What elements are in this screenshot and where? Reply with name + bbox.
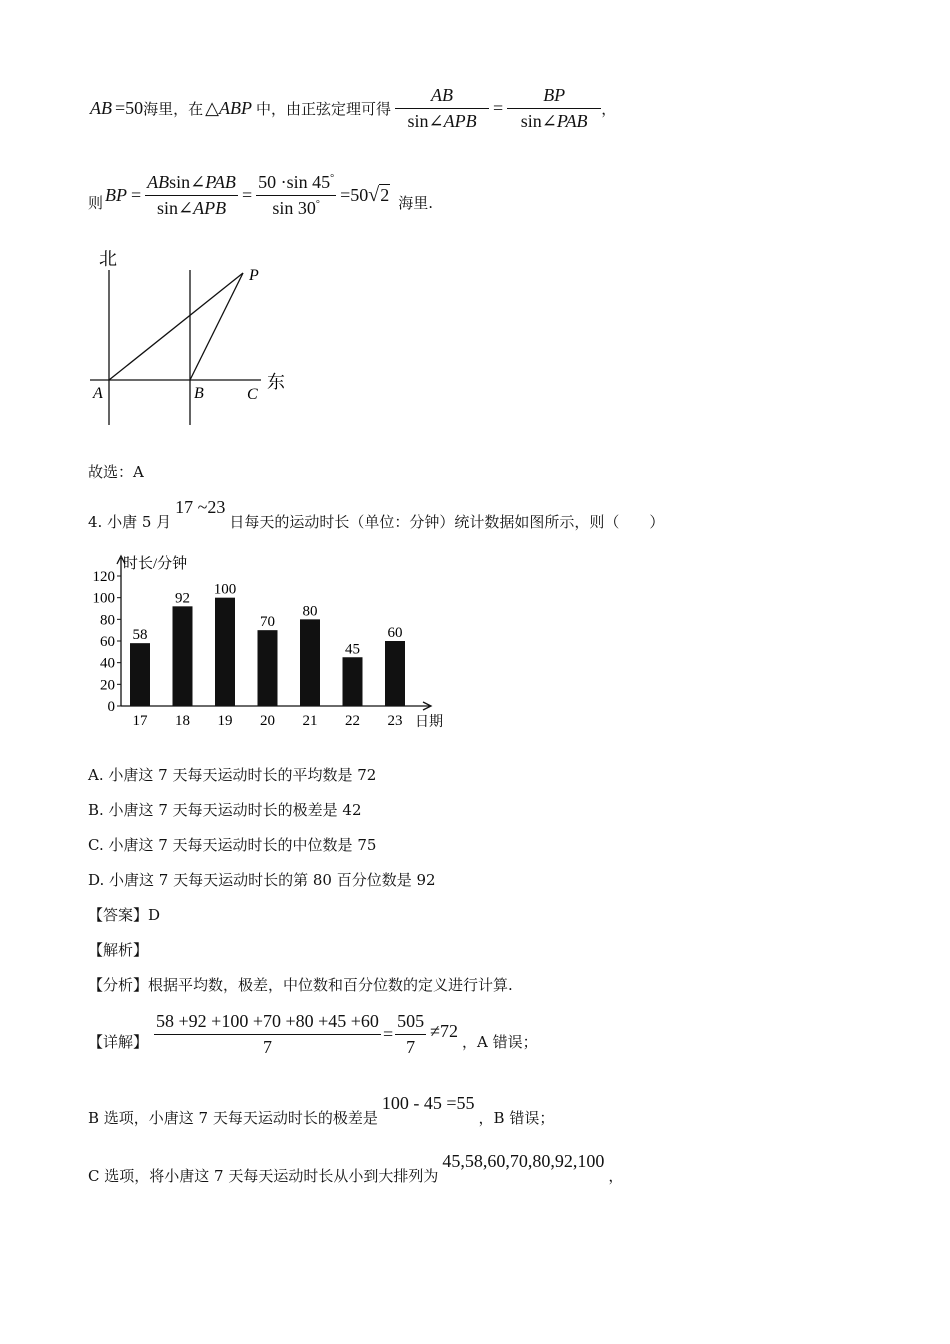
sqrt-radicand: 2 bbox=[380, 185, 390, 205]
answer-line: 【答案】D bbox=[88, 906, 161, 924]
data-label-23: 60 bbox=[387, 625, 403, 641]
question-4 bbox=[88, 492, 664, 532]
label-north: 北 bbox=[99, 249, 117, 269]
mean-fraction bbox=[154, 1011, 381, 1058]
label-p: P bbox=[249, 267, 259, 284]
y-tick-label: 60 bbox=[100, 634, 115, 650]
detail-suffix: ，A 错误； bbox=[461, 1032, 538, 1051]
line-law-of-sines bbox=[90, 78, 616, 138]
triangle-name: ABP bbox=[219, 97, 253, 118]
x-tick-label-20: 20 bbox=[260, 713, 275, 729]
y-tick-label: 100 bbox=[92, 590, 115, 607]
unit-text: 海里. bbox=[398, 193, 434, 212]
frac-den-sin: sin∠ bbox=[520, 110, 557, 131]
label-c: C bbox=[247, 386, 258, 403]
punctuation: ， bbox=[601, 99, 617, 118]
detail-line bbox=[88, 1004, 538, 1064]
den-sin: sin∠ bbox=[157, 197, 194, 218]
var-ab: AB bbox=[90, 97, 112, 118]
fraction-numeric bbox=[256, 172, 336, 219]
question-range: 17 ~23 bbox=[175, 497, 226, 517]
data-label-18: 92 bbox=[175, 590, 190, 607]
y-axis-label: 时长/分钟 bbox=[123, 556, 188, 572]
line-prefix: B 选项，小唐这 7 天每天运动时长的极差是 bbox=[88, 1109, 378, 1127]
bar-21 bbox=[300, 619, 320, 706]
equals-sign: = bbox=[241, 184, 253, 205]
sorted-expr: 45,58,60,70,80,92,100 bbox=[442, 1151, 605, 1171]
option-d: D. 小唐这 7 天每天运动时长的第 80 百分位数是 92 bbox=[88, 871, 436, 889]
num-var: AB bbox=[147, 171, 170, 192]
y-tick-label: 20 bbox=[100, 677, 115, 694]
y-tick-label: 0 bbox=[107, 699, 115, 715]
text-segment: 中，由正弦定理可得 bbox=[256, 99, 392, 118]
option-b-detail bbox=[88, 1088, 554, 1128]
ab-value: =50 bbox=[115, 97, 144, 118]
result-denominator: 7 bbox=[406, 1036, 416, 1057]
line-suffix: ，B 错误； bbox=[478, 1109, 555, 1127]
line-prefix: C 选项，将小唐这 7 天每天运动时长从小到大排列为 bbox=[88, 1167, 439, 1185]
den-var: APB bbox=[193, 197, 227, 218]
range-expr: 100 - 45 =55 bbox=[381, 1093, 475, 1113]
choice-line: 故选：A bbox=[88, 463, 144, 481]
den-expr: sin 30 bbox=[272, 197, 316, 218]
x-axis-label: 日期 bbox=[415, 715, 443, 730]
y-tick-label: 80 bbox=[100, 612, 115, 629]
analysis-title: 【解析】 bbox=[88, 941, 149, 959]
line-suffix: ， bbox=[608, 1167, 624, 1185]
frac-den-sin: sin∠ bbox=[407, 110, 444, 131]
var-bp: BP bbox=[105, 184, 128, 205]
text-segment: 海里，在 bbox=[143, 99, 204, 118]
y-tick-label: 120 bbox=[92, 569, 115, 585]
exercise-bar-chart bbox=[85, 548, 455, 738]
geometry-diagram bbox=[85, 240, 300, 430]
data-label-19: 100 bbox=[213, 581, 237, 598]
fraction-ab-over-sin-apb bbox=[395, 85, 489, 132]
fraction-bp-over-sin-pab bbox=[507, 85, 601, 132]
x-tick-label-17: 17 bbox=[132, 713, 148, 729]
result-numerator: 505 bbox=[395, 1011, 426, 1035]
frac-numerator: AB bbox=[431, 84, 454, 105]
x-tick-label-18: 18 bbox=[175, 713, 190, 729]
num-expr: 50 ·sin 45 bbox=[258, 171, 331, 192]
y-tick-label: 40 bbox=[100, 655, 115, 672]
bar-20 bbox=[258, 630, 278, 706]
fraction-ab-sin-pab-over-sin-apb bbox=[145, 172, 238, 219]
mean-result-fraction bbox=[395, 1011, 426, 1058]
bar-17 bbox=[130, 643, 150, 706]
equals-sign: = bbox=[493, 97, 504, 118]
sqrt-symbol: √ bbox=[368, 183, 380, 206]
x-tick-label-22: 22 bbox=[345, 713, 360, 729]
label-b: B bbox=[194, 385, 204, 402]
bar-18 bbox=[173, 606, 193, 706]
label-a: A bbox=[93, 385, 103, 402]
frac-den-var: PAB bbox=[556, 110, 588, 131]
degree: ° bbox=[315, 198, 320, 210]
option-a: A. 小唐这 7 天每天运动时长的平均数是 72 bbox=[88, 766, 377, 784]
analysis-line: 【分析】根据平均数，极差，中位数和百分位数的定义进行计算. bbox=[88, 976, 513, 994]
text-prefix: 则 bbox=[88, 193, 104, 212]
x-tick-label-21: 21 bbox=[302, 713, 318, 729]
x-tick-label-19: 19 bbox=[217, 713, 233, 729]
question-prefix: 4. 小唐 5 月 bbox=[88, 513, 172, 531]
equals-sign: = bbox=[382, 1023, 394, 1044]
data-label-21: 80 bbox=[302, 603, 318, 620]
result-value: =50 bbox=[340, 184, 369, 205]
segment-ap bbox=[109, 273, 243, 380]
triangle-symbol: △ bbox=[205, 97, 220, 118]
data-label-22: 45 bbox=[345, 641, 360, 658]
bar-22 bbox=[343, 657, 363, 706]
detail-label: 【详解】 bbox=[88, 1032, 149, 1051]
x-tick-label-23: 23 bbox=[387, 713, 403, 729]
mean-denominator: 7 bbox=[262, 1036, 272, 1057]
segment-bp bbox=[190, 273, 243, 380]
frac-den-var: APB bbox=[443, 110, 477, 131]
bar-23 bbox=[385, 641, 405, 706]
degree: ° bbox=[330, 172, 335, 184]
num-sin: sin∠ bbox=[169, 171, 206, 192]
option-b: B. 小唐这 7 天每天运动时长的极差是 42 bbox=[88, 801, 362, 819]
num-var2: PAB bbox=[205, 171, 236, 192]
data-label-17: 58 bbox=[132, 627, 148, 644]
bar-19 bbox=[215, 598, 235, 706]
not-equal: ≠72 bbox=[430, 1020, 458, 1041]
mean-numerator: 58 +92 +100 +70 +80 +45 +60 bbox=[154, 1011, 381, 1035]
equals-sign: = bbox=[131, 184, 142, 205]
option-c: C. 小唐这 7 天每天运动时长的中位数是 75 bbox=[88, 836, 377, 854]
frac-numerator: BP bbox=[543, 84, 566, 105]
option-c-detail bbox=[88, 1146, 623, 1186]
label-east: 东 bbox=[267, 372, 285, 392]
data-label-20: 70 bbox=[260, 614, 275, 631]
line-bp-result bbox=[88, 165, 433, 225]
question-suffix: 日每天的运动时长（单位：分钟）统计数据如图所示，则（ ） bbox=[229, 513, 665, 531]
